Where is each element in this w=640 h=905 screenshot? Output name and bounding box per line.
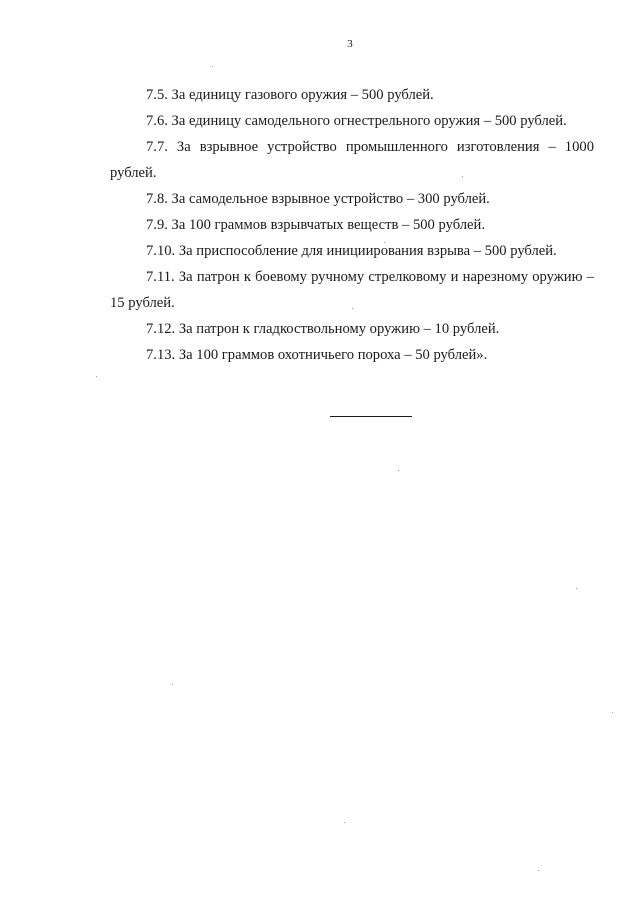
- list-item-7-5: 7.5. За единицу газового оружия – 500 рублей.: [146, 87, 434, 103]
- end-divider-line: [330, 416, 412, 417]
- document-body: [110, 82, 594, 368]
- scan-speck: [96, 376, 97, 377]
- scan-speck: [352, 308, 353, 309]
- scan-speck: [212, 66, 213, 67]
- scan-speck: [384, 242, 385, 243]
- scan-speck: [462, 176, 463, 177]
- page-number: 3: [347, 38, 353, 50]
- scan-speck: [172, 684, 173, 685]
- list-item-7-13: 7.13. За 100 граммов охотничьего пороха – 50 рублей».: [146, 347, 488, 363]
- scan-speck: [538, 870, 539, 871]
- scan-speck: [612, 712, 613, 713]
- scan-speck: [576, 588, 577, 589]
- list-item-7-11: 7.11. За патрон к боевому ручному стрелковому и нарезному оружию – 15 рублей.: [110, 269, 594, 311]
- list-item-7-6: 7.6. За единицу самодельного огнестрельного оружия – 500 рублей.: [146, 113, 567, 129]
- list-item-7-7: 7.7. За взрывное устройство промышленного изготовления – 1000 рублей.: [110, 139, 594, 181]
- list-item-7-9: 7.9. За 100 граммов взрывчатых веществ – 500 рублей.: [146, 217, 485, 233]
- scan-speck: [398, 470, 399, 471]
- list-item-7-8: 7.8. За самодельное взрывное устройство – 300 рублей.: [146, 191, 490, 207]
- list-item-7-10: 7.10. За приспособление для инициирования взрыва – 500 рублей.: [146, 243, 557, 259]
- scan-speck: [344, 822, 345, 823]
- list-item-7-12: 7.12. За патрон к гладкоствольному оружию – 10 рублей.: [146, 321, 500, 337]
